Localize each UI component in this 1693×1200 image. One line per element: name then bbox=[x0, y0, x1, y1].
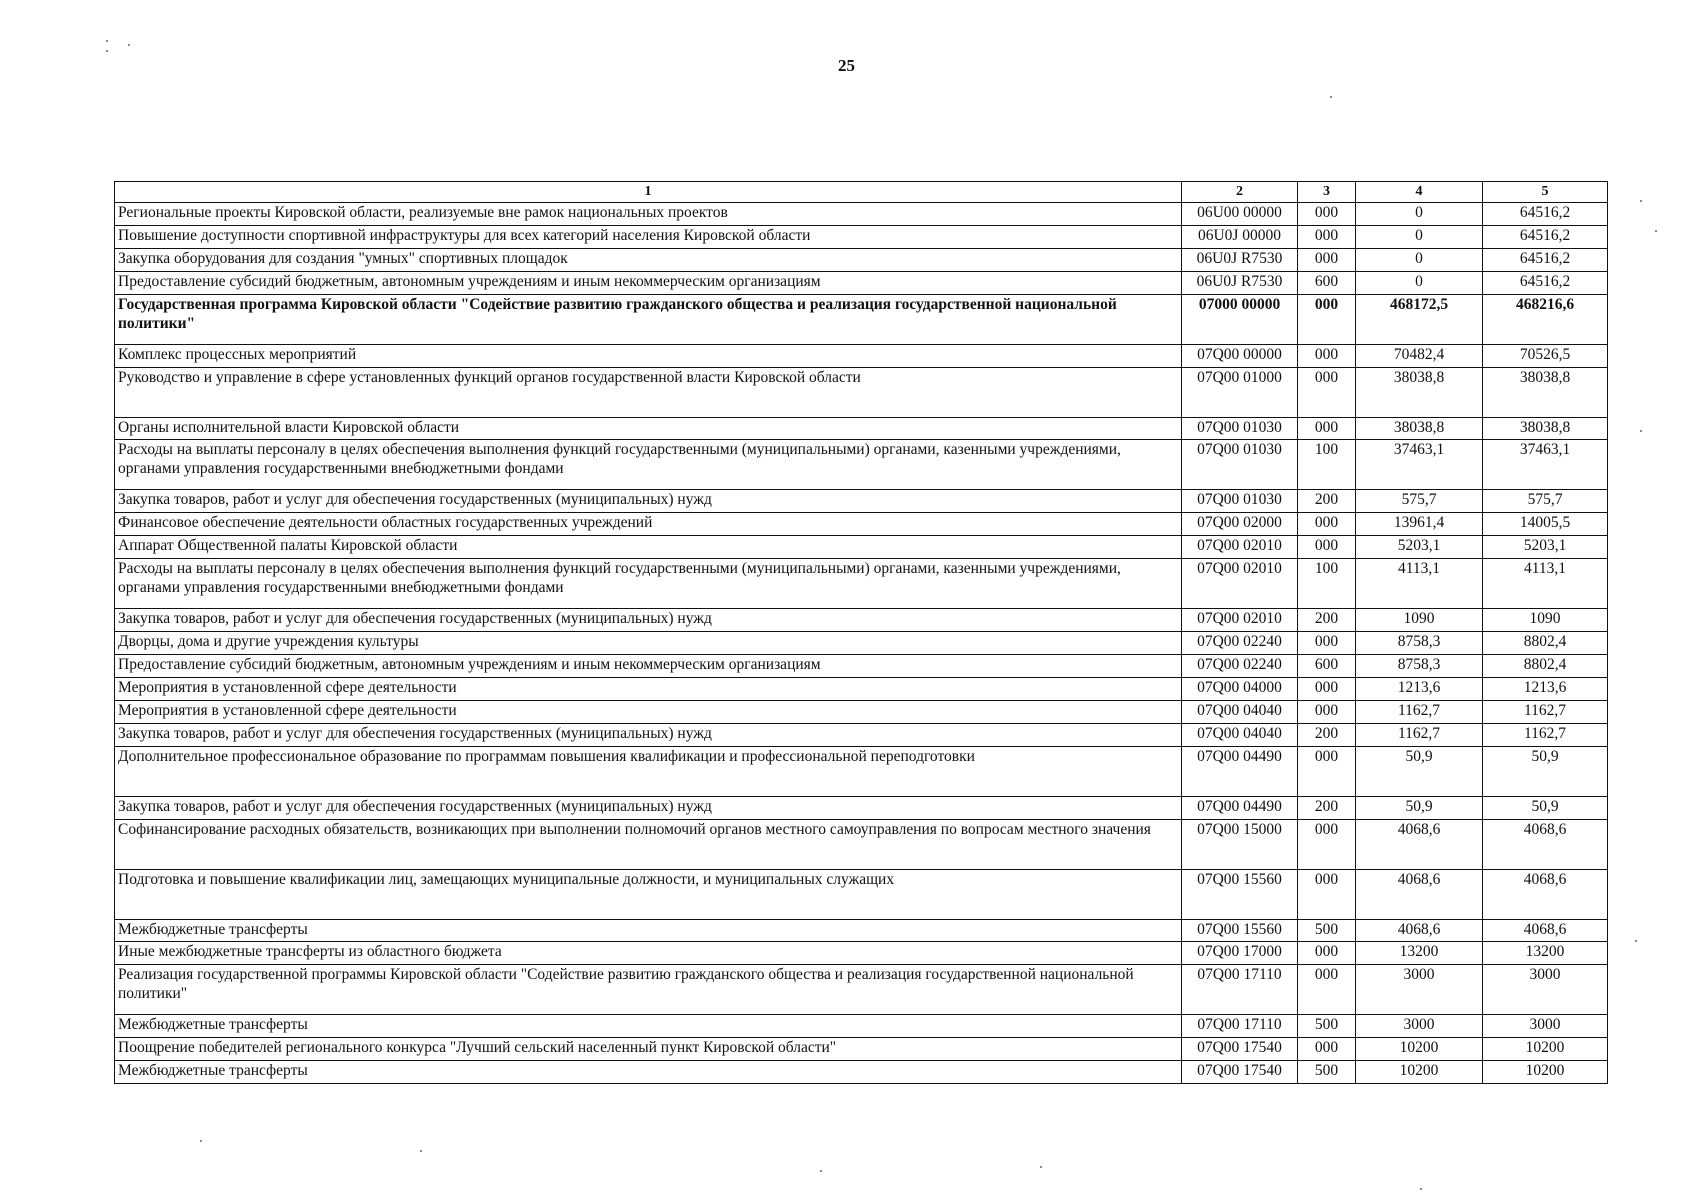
table-row bbox=[115, 225, 1608, 248]
row-type: 000 bbox=[1298, 203, 1356, 226]
row-value-col4: 0 bbox=[1356, 271, 1483, 294]
column-header-3: 3 bbox=[1298, 182, 1356, 203]
row-value-col5: 14005,5 bbox=[1483, 513, 1608, 536]
row-name: Закупка товаров, работ и услуг для обеспечения государственных (муниципальных) нужд bbox=[115, 609, 1182, 632]
row-value-col4: 13961,4 bbox=[1356, 513, 1483, 536]
table-row bbox=[115, 819, 1608, 869]
row-code: 07Q00 04040 bbox=[1182, 723, 1298, 746]
row-code: 07Q00 01030 bbox=[1182, 440, 1298, 490]
row-name: Аппарат Общественной палаты Кировской области bbox=[115, 536, 1182, 559]
row-value-col4: 468172,5 bbox=[1356, 294, 1483, 344]
row-value-col5: 64516,2 bbox=[1483, 248, 1608, 271]
column-header-1: 1 bbox=[115, 182, 1182, 203]
row-name: Региональные проекты Кировской области, реализуемые вне рамок национальных проектов bbox=[115, 203, 1182, 226]
row-value-col5: 1162,7 bbox=[1483, 723, 1608, 746]
row-code: 07Q00 02240 bbox=[1182, 632, 1298, 655]
row-type: 000 bbox=[1298, 869, 1356, 919]
scan-speck bbox=[1635, 940, 1637, 942]
row-value-col4: 4068,6 bbox=[1356, 869, 1483, 919]
row-type: 000 bbox=[1298, 1038, 1356, 1061]
row-name: Дополнительное профессиональное образование по программам повышения квалификации и профессиональной переподготовки bbox=[115, 746, 1182, 796]
table-row bbox=[115, 632, 1608, 655]
row-code: 07Q00 04490 bbox=[1182, 746, 1298, 796]
row-value-col5: 38038,8 bbox=[1483, 367, 1608, 417]
table-row bbox=[115, 965, 1608, 1015]
row-value-col4: 8758,3 bbox=[1356, 632, 1483, 655]
row-name: Повышение доступности спортивной инфраструктуры для всех категорий населения Кировской области bbox=[115, 225, 1182, 248]
row-code: 07Q00 02010 bbox=[1182, 559, 1298, 609]
row-type: 000 bbox=[1298, 367, 1356, 417]
row-type: 000 bbox=[1298, 248, 1356, 271]
row-name: Расходы на выплаты персоналу в целях обеспечения выполнения функций государственными (муниципальными) органами, казенными учреждениями, органами управления государственными внебюджетными фондами bbox=[115, 440, 1182, 490]
row-value-col4: 1213,6 bbox=[1356, 677, 1483, 700]
row-type: 000 bbox=[1298, 513, 1356, 536]
scan-speck bbox=[200, 1140, 202, 1142]
table-row bbox=[115, 746, 1608, 796]
header-row bbox=[115, 182, 1608, 203]
table-row bbox=[115, 417, 1608, 440]
row-name: Закупка товаров, работ и услуг для обеспечения государственных (муниципальных) нужд bbox=[115, 490, 1182, 513]
row-type: 000 bbox=[1298, 677, 1356, 700]
budget-table bbox=[114, 181, 1608, 1084]
row-value-col4: 38038,8 bbox=[1356, 417, 1483, 440]
row-name: Мероприятия в установленной сфере деятельности bbox=[115, 700, 1182, 723]
row-name: Софинансирование расходных обязательств, возникающих при выполнении полномочий органов местного самоуправления по вопросам местного значения bbox=[115, 819, 1182, 869]
row-code: 06U0J 00000 bbox=[1182, 225, 1298, 248]
row-value-col4: 1162,7 bbox=[1356, 723, 1483, 746]
row-type: 000 bbox=[1298, 942, 1356, 965]
row-value-col5: 70526,5 bbox=[1483, 344, 1608, 367]
scan-speck bbox=[106, 50, 108, 52]
row-name: Межбюджетные трансферты bbox=[115, 1061, 1182, 1084]
table-body bbox=[115, 203, 1608, 1084]
row-value-col4: 3000 bbox=[1356, 1015, 1483, 1038]
row-value-col4: 37463,1 bbox=[1356, 440, 1483, 490]
table-row bbox=[115, 919, 1608, 942]
row-type: 500 bbox=[1298, 919, 1356, 942]
row-name: Комплекс процессных мероприятий bbox=[115, 344, 1182, 367]
row-type: 000 bbox=[1298, 417, 1356, 440]
table-row bbox=[115, 271, 1608, 294]
row-code: 07Q00 02000 bbox=[1182, 513, 1298, 536]
row-value-col5: 10200 bbox=[1483, 1061, 1608, 1084]
row-value-col5: 13200 bbox=[1483, 942, 1608, 965]
row-value-col4: 10200 bbox=[1356, 1061, 1483, 1084]
row-type: 000 bbox=[1298, 819, 1356, 869]
row-name: Реализация государственной программы Кировской области "Содействие развитию гражданского общества и реализация государственной национальной политики" bbox=[115, 965, 1182, 1015]
row-value-col5: 1213,6 bbox=[1483, 677, 1608, 700]
table-row bbox=[115, 942, 1608, 965]
row-value-col4: 0 bbox=[1356, 248, 1483, 271]
row-value-col4: 1090 bbox=[1356, 609, 1483, 632]
row-value-col5: 64516,2 bbox=[1483, 271, 1608, 294]
row-code: 07Q00 01000 bbox=[1182, 367, 1298, 417]
row-value-col4: 3000 bbox=[1356, 965, 1483, 1015]
row-type: 000 bbox=[1298, 632, 1356, 655]
table-row bbox=[115, 609, 1608, 632]
row-name: Дворцы, дома и другие учреждения культуры bbox=[115, 632, 1182, 655]
row-code: 07Q00 04040 bbox=[1182, 700, 1298, 723]
row-type: 000 bbox=[1298, 746, 1356, 796]
row-value-col5: 4068,6 bbox=[1483, 919, 1608, 942]
row-type: 600 bbox=[1298, 271, 1356, 294]
row-type: 000 bbox=[1298, 294, 1356, 344]
table-row bbox=[115, 796, 1608, 819]
scan-speck bbox=[1640, 200, 1642, 202]
row-name: Закупка оборудования для создания "умных" спортивных площадок bbox=[115, 248, 1182, 271]
row-name: Иные межбюджетные трансферты из областного бюджета bbox=[115, 942, 1182, 965]
row-name: Межбюджетные трансферты bbox=[115, 919, 1182, 942]
scan-speck bbox=[1640, 430, 1642, 432]
scan-speck bbox=[128, 44, 130, 46]
row-name: Межбюджетные трансферты bbox=[115, 1015, 1182, 1038]
row-value-col4: 8758,3 bbox=[1356, 654, 1483, 677]
row-code: 07Q00 15000 bbox=[1182, 819, 1298, 869]
row-code: 07Q00 02010 bbox=[1182, 609, 1298, 632]
row-type: 000 bbox=[1298, 965, 1356, 1015]
table-row bbox=[115, 1038, 1608, 1061]
row-type: 100 bbox=[1298, 440, 1356, 490]
row-value-col4: 10200 bbox=[1356, 1038, 1483, 1061]
row-value-col5: 38038,8 bbox=[1483, 417, 1608, 440]
row-type: 000 bbox=[1298, 700, 1356, 723]
scan-speck bbox=[106, 40, 108, 42]
row-code: 07Q00 04490 bbox=[1182, 796, 1298, 819]
table-row bbox=[115, 490, 1608, 513]
row-type: 200 bbox=[1298, 723, 1356, 746]
row-value-col5: 4113,1 bbox=[1483, 559, 1608, 609]
row-value-col4: 0 bbox=[1356, 225, 1483, 248]
table-row bbox=[115, 248, 1608, 271]
row-code: 07Q00 01030 bbox=[1182, 490, 1298, 513]
row-type: 200 bbox=[1298, 609, 1356, 632]
scan-speck bbox=[420, 1150, 422, 1152]
row-code: 07Q00 17110 bbox=[1182, 1015, 1298, 1038]
row-name: Подготовка и повышение квалификации лиц, замещающих муниципальные должности, и муниципальных служащих bbox=[115, 869, 1182, 919]
row-code: 07Q00 15560 bbox=[1182, 919, 1298, 942]
row-code: 07Q00 02010 bbox=[1182, 536, 1298, 559]
scan-speck bbox=[1330, 96, 1332, 98]
row-code: 06U0J R7530 bbox=[1182, 248, 1298, 271]
row-value-col4: 4068,6 bbox=[1356, 819, 1483, 869]
row-value-col5: 468216,6 bbox=[1483, 294, 1608, 344]
row-value-col5: 4068,6 bbox=[1483, 819, 1608, 869]
table-row bbox=[115, 367, 1608, 417]
row-type: 500 bbox=[1298, 1061, 1356, 1084]
table-row bbox=[115, 294, 1608, 344]
row-value-col4: 5203,1 bbox=[1356, 536, 1483, 559]
table-row bbox=[115, 344, 1608, 367]
row-type: 200 bbox=[1298, 490, 1356, 513]
row-name: Государственная программа Кировской области "Содействие развитию гражданского общества и реализация государственной национальной политики" bbox=[115, 294, 1182, 344]
scan-speck bbox=[1655, 230, 1657, 232]
row-value-col5: 50,9 bbox=[1483, 746, 1608, 796]
column-header-5: 5 bbox=[1483, 182, 1608, 203]
row-value-col4: 0 bbox=[1356, 203, 1483, 226]
table-row bbox=[115, 869, 1608, 919]
row-value-col5: 8802,4 bbox=[1483, 632, 1608, 655]
row-code: 06U0J R7530 bbox=[1182, 271, 1298, 294]
row-value-col5: 1162,7 bbox=[1483, 700, 1608, 723]
table-row bbox=[115, 440, 1608, 490]
row-name: Предоставление субсидий бюджетным, автономным учреждениям и иным некоммерческим организациям bbox=[115, 271, 1182, 294]
row-code: 06U00 00000 bbox=[1182, 203, 1298, 226]
row-value-col5: 50,9 bbox=[1483, 796, 1608, 819]
scan-speck bbox=[1420, 1188, 1422, 1190]
row-value-col5: 1090 bbox=[1483, 609, 1608, 632]
row-value-col4: 50,9 bbox=[1356, 796, 1483, 819]
row-type: 100 bbox=[1298, 559, 1356, 609]
row-type: 000 bbox=[1298, 344, 1356, 367]
row-value-col4: 50,9 bbox=[1356, 746, 1483, 796]
row-value-col5: 10200 bbox=[1483, 1038, 1608, 1061]
scan-speck bbox=[820, 1170, 822, 1172]
row-name: Финансовое обеспечение деятельности областных государственных учреждений bbox=[115, 513, 1182, 536]
row-name: Поощрение победителей регионального конкурса "Лучший сельский населенный пункт Кировской области" bbox=[115, 1038, 1182, 1061]
row-type: 000 bbox=[1298, 536, 1356, 559]
row-code: 07Q00 00000 bbox=[1182, 344, 1298, 367]
row-value-col4: 4068,6 bbox=[1356, 919, 1483, 942]
row-code: 07Q00 17540 bbox=[1182, 1038, 1298, 1061]
column-header-2: 2 bbox=[1182, 182, 1298, 203]
row-value-col4: 70482,4 bbox=[1356, 344, 1483, 367]
table-row bbox=[115, 700, 1608, 723]
table-row bbox=[115, 203, 1608, 226]
row-value-col4: 38038,8 bbox=[1356, 367, 1483, 417]
row-name: Расходы на выплаты персоналу в целях обеспечения выполнения функций государственными (муниципальными) органами, казенными учреждениями, органами управления государственными внебюджетными фондами bbox=[115, 559, 1182, 609]
row-name: Предоставление субсидий бюджетным, автономным учреждениям и иным некоммерческим организациям bbox=[115, 654, 1182, 677]
scan-speck bbox=[1040, 1166, 1042, 1168]
row-value-col5: 3000 bbox=[1483, 965, 1608, 1015]
row-type: 600 bbox=[1298, 654, 1356, 677]
table-row bbox=[115, 559, 1608, 609]
row-value-col5: 5203,1 bbox=[1483, 536, 1608, 559]
row-value-col4: 4113,1 bbox=[1356, 559, 1483, 609]
row-code: 07Q00 17110 bbox=[1182, 965, 1298, 1015]
row-value-col4: 1162,7 bbox=[1356, 700, 1483, 723]
table-row bbox=[115, 1061, 1608, 1084]
row-code: 07Q00 17540 bbox=[1182, 1061, 1298, 1084]
column-header-4: 4 bbox=[1356, 182, 1483, 203]
page-number: 25 bbox=[838, 56, 855, 75]
row-value-col5: 4068,6 bbox=[1483, 869, 1608, 919]
row-code: 07Q00 02240 bbox=[1182, 654, 1298, 677]
row-value-col4: 575,7 bbox=[1356, 490, 1483, 513]
row-code: 07Q00 01030 bbox=[1182, 417, 1298, 440]
row-name: Руководство и управление в сфере установленных функций органов государственной власти Кировской области bbox=[115, 367, 1182, 417]
table-row bbox=[115, 513, 1608, 536]
row-value-col5: 64516,2 bbox=[1483, 225, 1608, 248]
row-value-col5: 64516,2 bbox=[1483, 203, 1608, 226]
row-name: Мероприятия в установленной сфере деятельности bbox=[115, 677, 1182, 700]
row-name: Органы исполнительной власти Кировской области bbox=[115, 417, 1182, 440]
row-value-col5: 37463,1 bbox=[1483, 440, 1608, 490]
row-type: 500 bbox=[1298, 1015, 1356, 1038]
table-row bbox=[115, 677, 1608, 700]
row-code: 07Q00 15560 bbox=[1182, 869, 1298, 919]
table-row bbox=[115, 723, 1608, 746]
row-value-col5: 8802,4 bbox=[1483, 654, 1608, 677]
row-value-col4: 13200 bbox=[1356, 942, 1483, 965]
row-type: 000 bbox=[1298, 225, 1356, 248]
row-name: Закупка товаров, работ и услуг для обеспечения государственных (муниципальных) нужд bbox=[115, 796, 1182, 819]
row-code: 07000 00000 bbox=[1182, 294, 1298, 344]
row-value-col5: 3000 bbox=[1483, 1015, 1608, 1038]
row-code: 07Q00 04000 bbox=[1182, 677, 1298, 700]
table-row bbox=[115, 1015, 1608, 1038]
row-code: 07Q00 17000 bbox=[1182, 942, 1298, 965]
table-row bbox=[115, 536, 1608, 559]
row-value-col5: 575,7 bbox=[1483, 490, 1608, 513]
row-name: Закупка товаров, работ и услуг для обеспечения государственных (муниципальных) нужд bbox=[115, 723, 1182, 746]
row-type: 200 bbox=[1298, 796, 1356, 819]
table-row bbox=[115, 654, 1608, 677]
